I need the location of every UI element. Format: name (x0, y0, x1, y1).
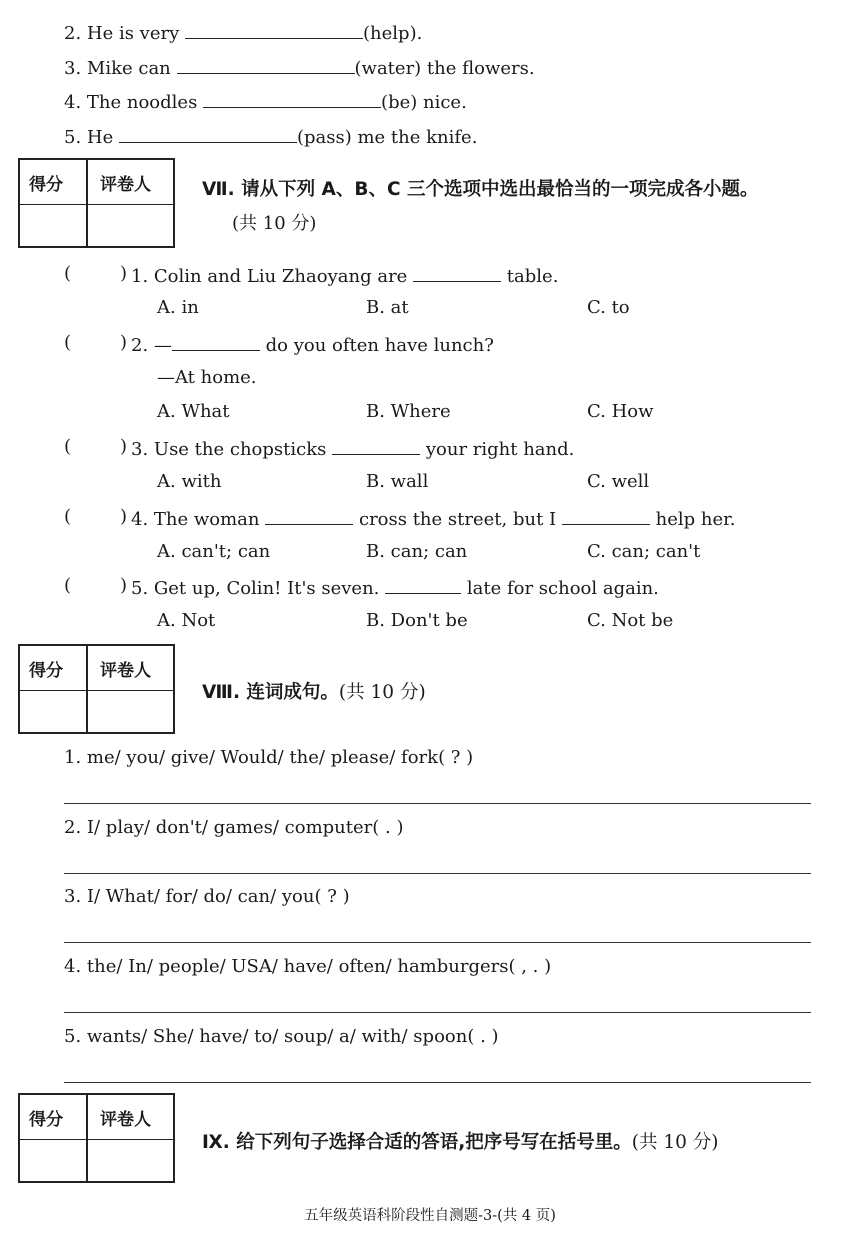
option-a[interactable]: A. with (157, 471, 222, 492)
question-text: late for school again. (466, 578, 659, 599)
question-1-stem (131, 263, 558, 287)
question-text: help her. (655, 509, 736, 530)
option-b[interactable]: B. wall (366, 471, 429, 492)
option-b[interactable]: B. at (366, 297, 409, 318)
fill-item-2 (64, 20, 422, 44)
score-label: 得分 (29, 661, 63, 681)
fill-item-3 (64, 55, 535, 79)
question-2-reply: —At home. (157, 367, 257, 388)
section-8-points: (共 10 分) (338, 682, 426, 703)
page-footer: 五年级英语科阶段性自测题-3-(共 4 页) (304, 1208, 556, 1224)
fill-item-text: 2. He is very (64, 23, 180, 44)
fill-item-text: 4. The noodles (64, 92, 198, 113)
section-8-heading: Ⅷ. 连词成句。 (202, 682, 339, 703)
option-c[interactable]: C. well (587, 471, 650, 492)
answer-blank[interactable] (203, 89, 381, 108)
question-text: 4. The woman (131, 509, 260, 530)
answer-blank[interactable] (385, 575, 461, 594)
answer-paren-close: ) (120, 332, 128, 353)
answer-paren-close: ) (120, 436, 128, 457)
question-text: 2. — (131, 335, 172, 356)
option-b[interactable]: B. Don't be (366, 610, 468, 631)
score-label: 得分 (29, 175, 63, 195)
answer-blank[interactable] (172, 332, 260, 351)
answer-paren-close: ) (120, 263, 128, 284)
fill-item-hint: (pass) me the knife. (296, 127, 478, 148)
option-c[interactable]: C. Not be (587, 610, 674, 631)
option-b[interactable]: B. can; can (366, 541, 468, 562)
question-text: table. (506, 266, 559, 287)
question-text: do you often have lunch? (265, 335, 494, 356)
question-2-stem (131, 332, 494, 356)
score-box-divider (86, 160, 88, 246)
answer-paren-open: ( (64, 332, 72, 353)
question-3-stem (131, 436, 574, 460)
score-box (18, 1093, 175, 1183)
option-c[interactable]: C. to (587, 297, 630, 318)
score-box (18, 158, 175, 248)
answer-line[interactable] (64, 1082, 811, 1083)
answer-paren-open: ( (64, 263, 72, 284)
reorder-item-5: 5. wants/ She/ have/ to/ soup/ a/ with/ spoon( . ) (64, 1026, 499, 1047)
question-text: your right hand. (425, 439, 575, 460)
answer-line[interactable] (64, 873, 811, 874)
answer-paren-open: ( (64, 575, 72, 596)
option-a[interactable]: A. What (157, 401, 230, 422)
section-9-heading: Ⅸ. 给下列句子选择合适的答语,把序号写在括号里。 (202, 1132, 632, 1153)
grader-label: 评卷人 (100, 175, 151, 195)
option-a[interactable]: A. Not (157, 610, 216, 631)
question-5-stem (131, 575, 659, 599)
option-c[interactable]: C. can; can't (587, 541, 701, 562)
answer-blank[interactable] (185, 20, 363, 39)
fill-item-hint: (water) the flowers. (354, 58, 535, 79)
answer-blank[interactable] (332, 436, 420, 455)
score-box-divider (86, 1095, 88, 1181)
question-text: 5. Get up, Colin! It's seven. (131, 578, 380, 599)
fill-item-text: 3. Mike can (64, 58, 171, 79)
option-a[interactable]: A. in (157, 297, 199, 318)
question-text: 3. Use the chopsticks (131, 439, 327, 460)
answer-line[interactable] (64, 1012, 811, 1013)
answer-paren-open: ( (64, 506, 72, 527)
question-4-stem (131, 506, 735, 530)
option-a[interactable]: A. can't; can (157, 541, 271, 562)
section-7-points: (共 10 分) (232, 213, 317, 234)
fill-item-hint: (be) nice. (381, 92, 467, 113)
grader-label: 评卷人 (100, 661, 151, 681)
answer-blank[interactable] (265, 506, 353, 525)
answer-paren-close: ) (120, 506, 128, 527)
answer-blank[interactable] (177, 55, 355, 74)
reorder-item-4: 4. the/ In/ people/ USA/ have/ often/ hamburgers( , . ) (64, 956, 552, 977)
question-text: cross the street, but I (358, 509, 557, 530)
answer-blank[interactable] (562, 506, 650, 525)
fill-item-hint: (help). (363, 23, 423, 44)
answer-paren-close: ) (120, 575, 128, 596)
option-b[interactable]: B. Where (366, 401, 451, 422)
section-9-points: (共 10 分) (631, 1132, 719, 1153)
fill-item-text: 5. He (64, 127, 114, 148)
section-7-title: Ⅶ. 请从下列 A、B、C 三个选项中选出最恰当的一项完成各小题。 (202, 179, 759, 200)
score-box-divider (86, 646, 88, 732)
reorder-item-1: 1. me/ you/ give/ Would/ the/ please/ fork( ? ) (64, 747, 474, 768)
answer-line[interactable] (64, 803, 811, 804)
option-c[interactable]: C. How (587, 401, 654, 422)
answer-line[interactable] (64, 942, 811, 943)
answer-blank[interactable] (413, 263, 501, 282)
grader-label: 评卷人 (100, 1110, 151, 1130)
section-8-title (202, 678, 426, 704)
reorder-item-3: 3. I/ What/ for/ do/ can/ you( ? ) (64, 886, 350, 907)
answer-blank[interactable] (119, 124, 297, 143)
section-9-title (202, 1128, 718, 1154)
fill-item-4 (64, 89, 467, 113)
score-label: 得分 (29, 1110, 63, 1130)
answer-paren-open: ( (64, 436, 72, 457)
reorder-item-2: 2. I/ play/ don't/ games/ computer( . ) (64, 817, 404, 838)
score-box (18, 644, 175, 734)
fill-item-5 (64, 124, 477, 148)
question-text: 1. Colin and Liu Zhaoyang are (131, 266, 408, 287)
